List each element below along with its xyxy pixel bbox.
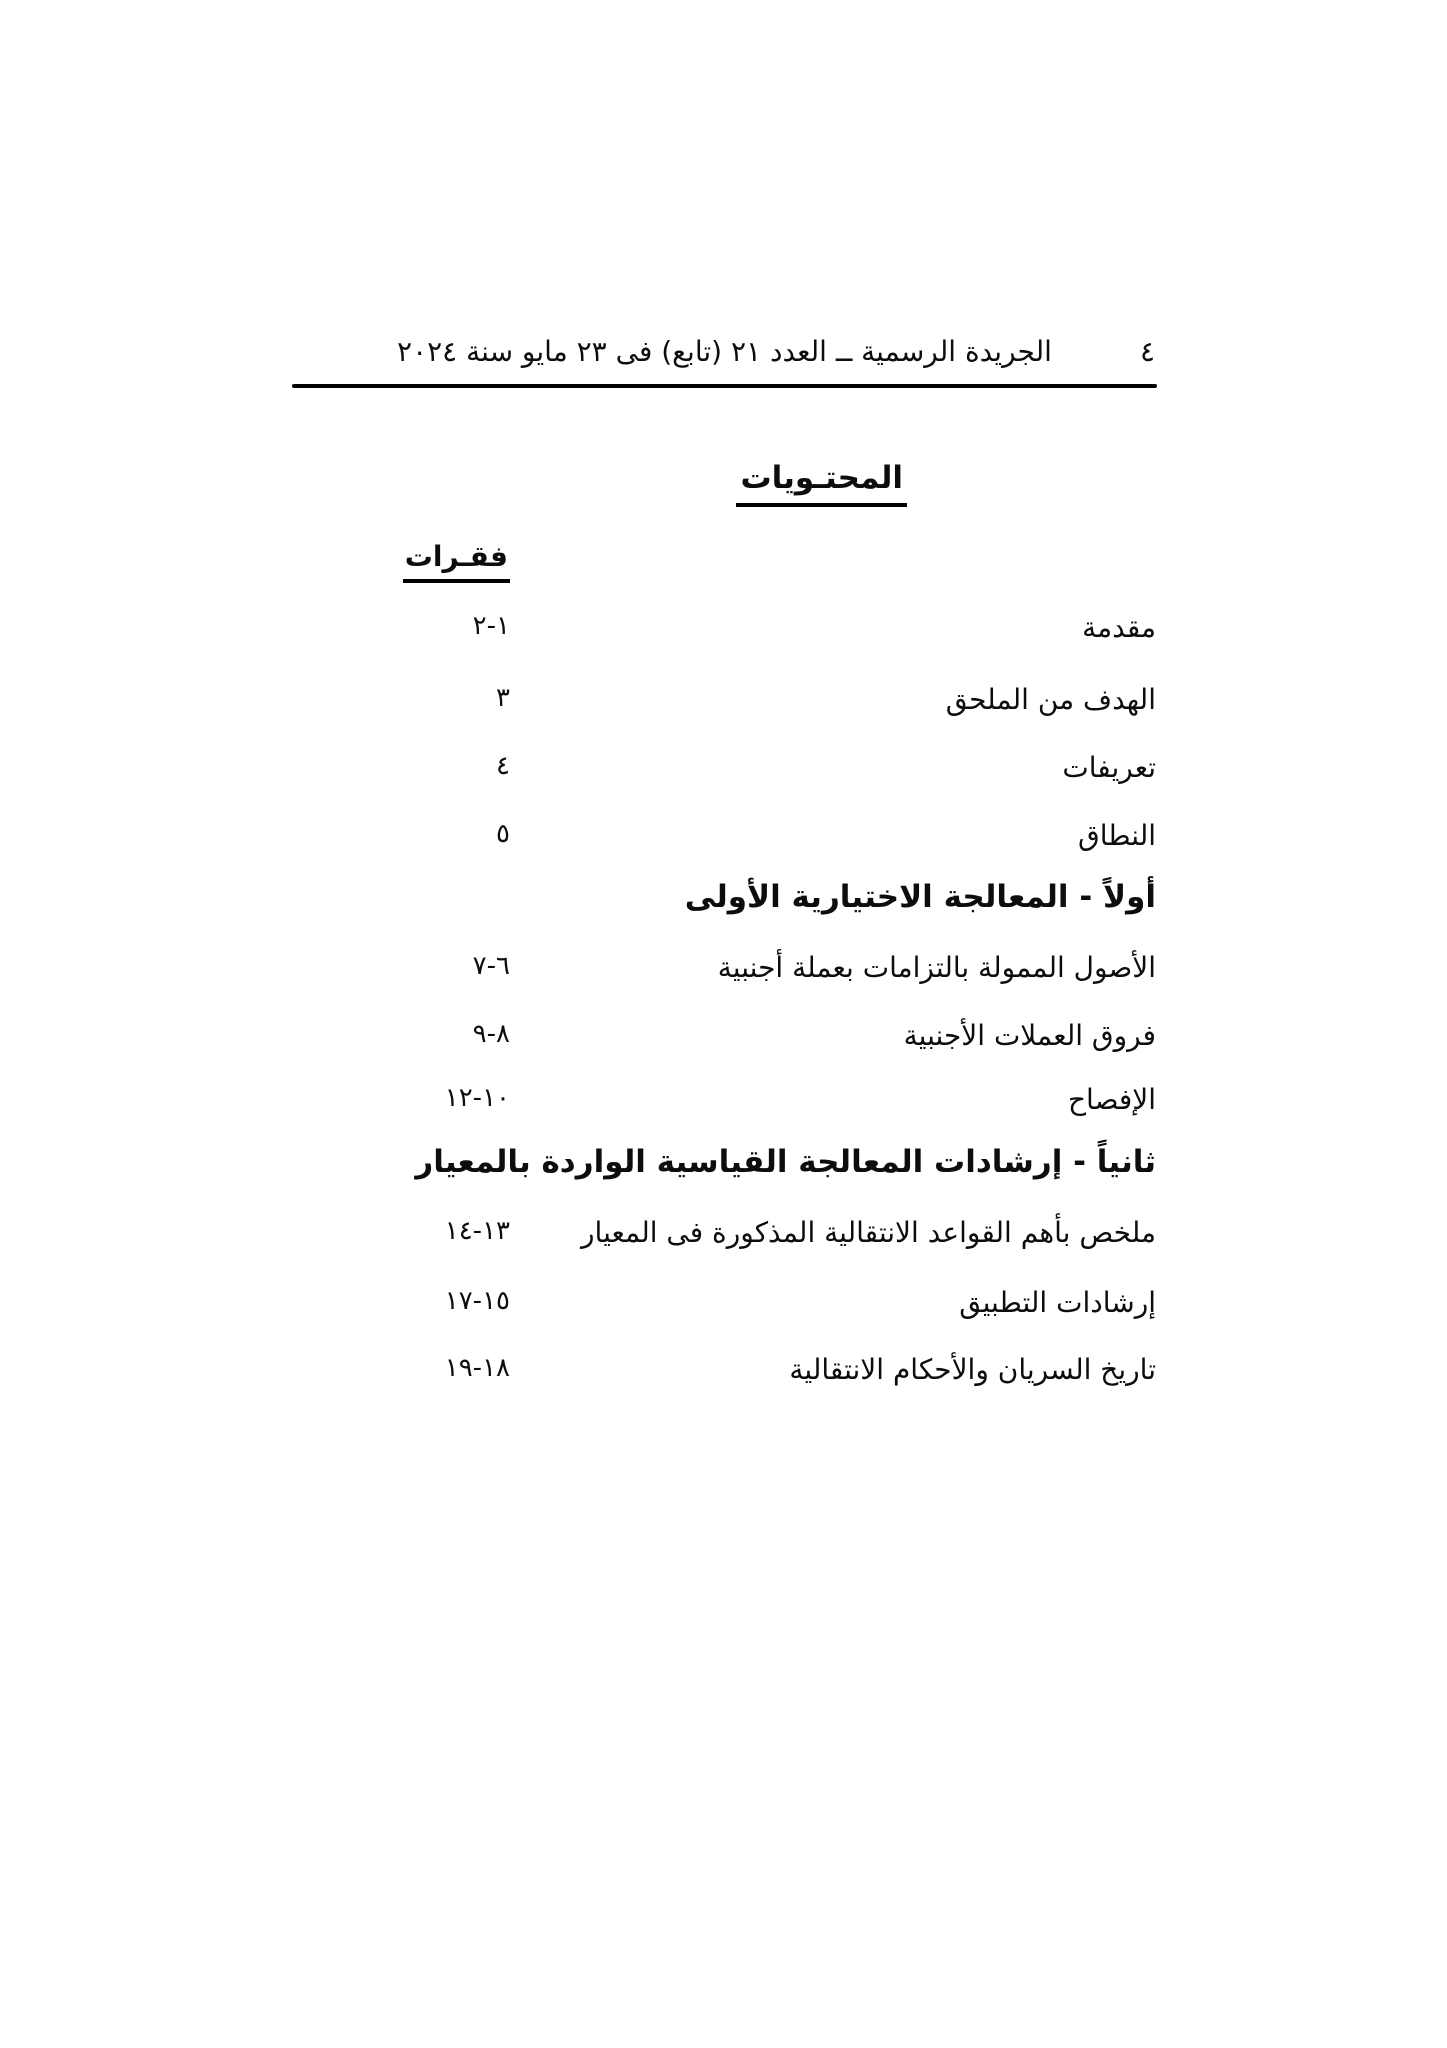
toc-row xyxy=(290,1215,1156,1250)
toc-title: المحتـويات xyxy=(736,460,907,507)
toc-section-heading xyxy=(290,878,1156,917)
toc-entry-label: النطاق xyxy=(1078,819,1156,852)
toc-entry-paragraphs: ٤ xyxy=(496,751,510,781)
toc-entry-paragraphs: ٥ xyxy=(496,819,510,849)
gazette-header-title: الجريدة الرسمية ــ العدد ٢١ (تابع) فى ٢٣ مايو سنة ٢٠٢٤ xyxy=(397,335,1052,368)
toc-entry-paragraphs: ٦-٧ xyxy=(472,951,510,981)
toc-row xyxy=(290,1082,1156,1117)
toc-row xyxy=(290,1352,1156,1387)
page-number: ٤ xyxy=(1139,335,1155,368)
toc-entry-paragraphs: ١٥-١٧ xyxy=(444,1286,510,1316)
toc-entry-paragraphs: ٨-٩ xyxy=(472,1019,510,1049)
toc-row xyxy=(290,950,1156,985)
toc-entry-label: فروق العملات الأجنبية xyxy=(903,1019,1156,1052)
toc-entry-label: ثانياً - إرشادات المعالجة القياسية الواردة بالمعيار xyxy=(415,1144,1156,1180)
toc-row xyxy=(290,682,1156,717)
toc-entry-label: مقدمة xyxy=(1082,611,1156,644)
toc-entry-label: الأصول الممولة بالتزامات بعملة أجنبية xyxy=(717,951,1156,984)
toc-row xyxy=(290,610,1156,645)
toc-entry-label: الهدف من الملحق xyxy=(945,683,1156,716)
toc-entry-label: الإفصاح xyxy=(1067,1083,1156,1116)
toc-entry-paragraphs: ١٨-١٩ xyxy=(444,1353,510,1383)
toc-entry-label: إرشادات التطبيق xyxy=(959,1286,1156,1319)
toc-entry-paragraphs: ٣ xyxy=(496,683,510,713)
toc-row xyxy=(290,818,1156,853)
toc-section-heading xyxy=(290,1143,1156,1182)
toc-entry-label: أولاً - المعالجة الاختيارية الأولى xyxy=(684,879,1156,915)
toc-entry-label: تاريخ السريان والأحكام الانتقالية xyxy=(789,1353,1156,1386)
toc-row xyxy=(290,1285,1156,1320)
toc-entry-label: ملخص بأهم القواعد الانتقالية المذكورة فى المعيار xyxy=(581,1216,1156,1249)
paragraphs-column-header: فقـرات xyxy=(403,540,510,583)
toc-row xyxy=(290,1018,1156,1053)
toc-entry-label: تعريفات xyxy=(1062,751,1156,784)
toc-entry-paragraphs: ١٣-١٤ xyxy=(444,1216,510,1246)
toc-entry-paragraphs: ١-٢ xyxy=(472,611,510,641)
toc-entry-paragraphs: ١٠-١٢ xyxy=(444,1083,510,1113)
toc-row xyxy=(290,750,1156,785)
